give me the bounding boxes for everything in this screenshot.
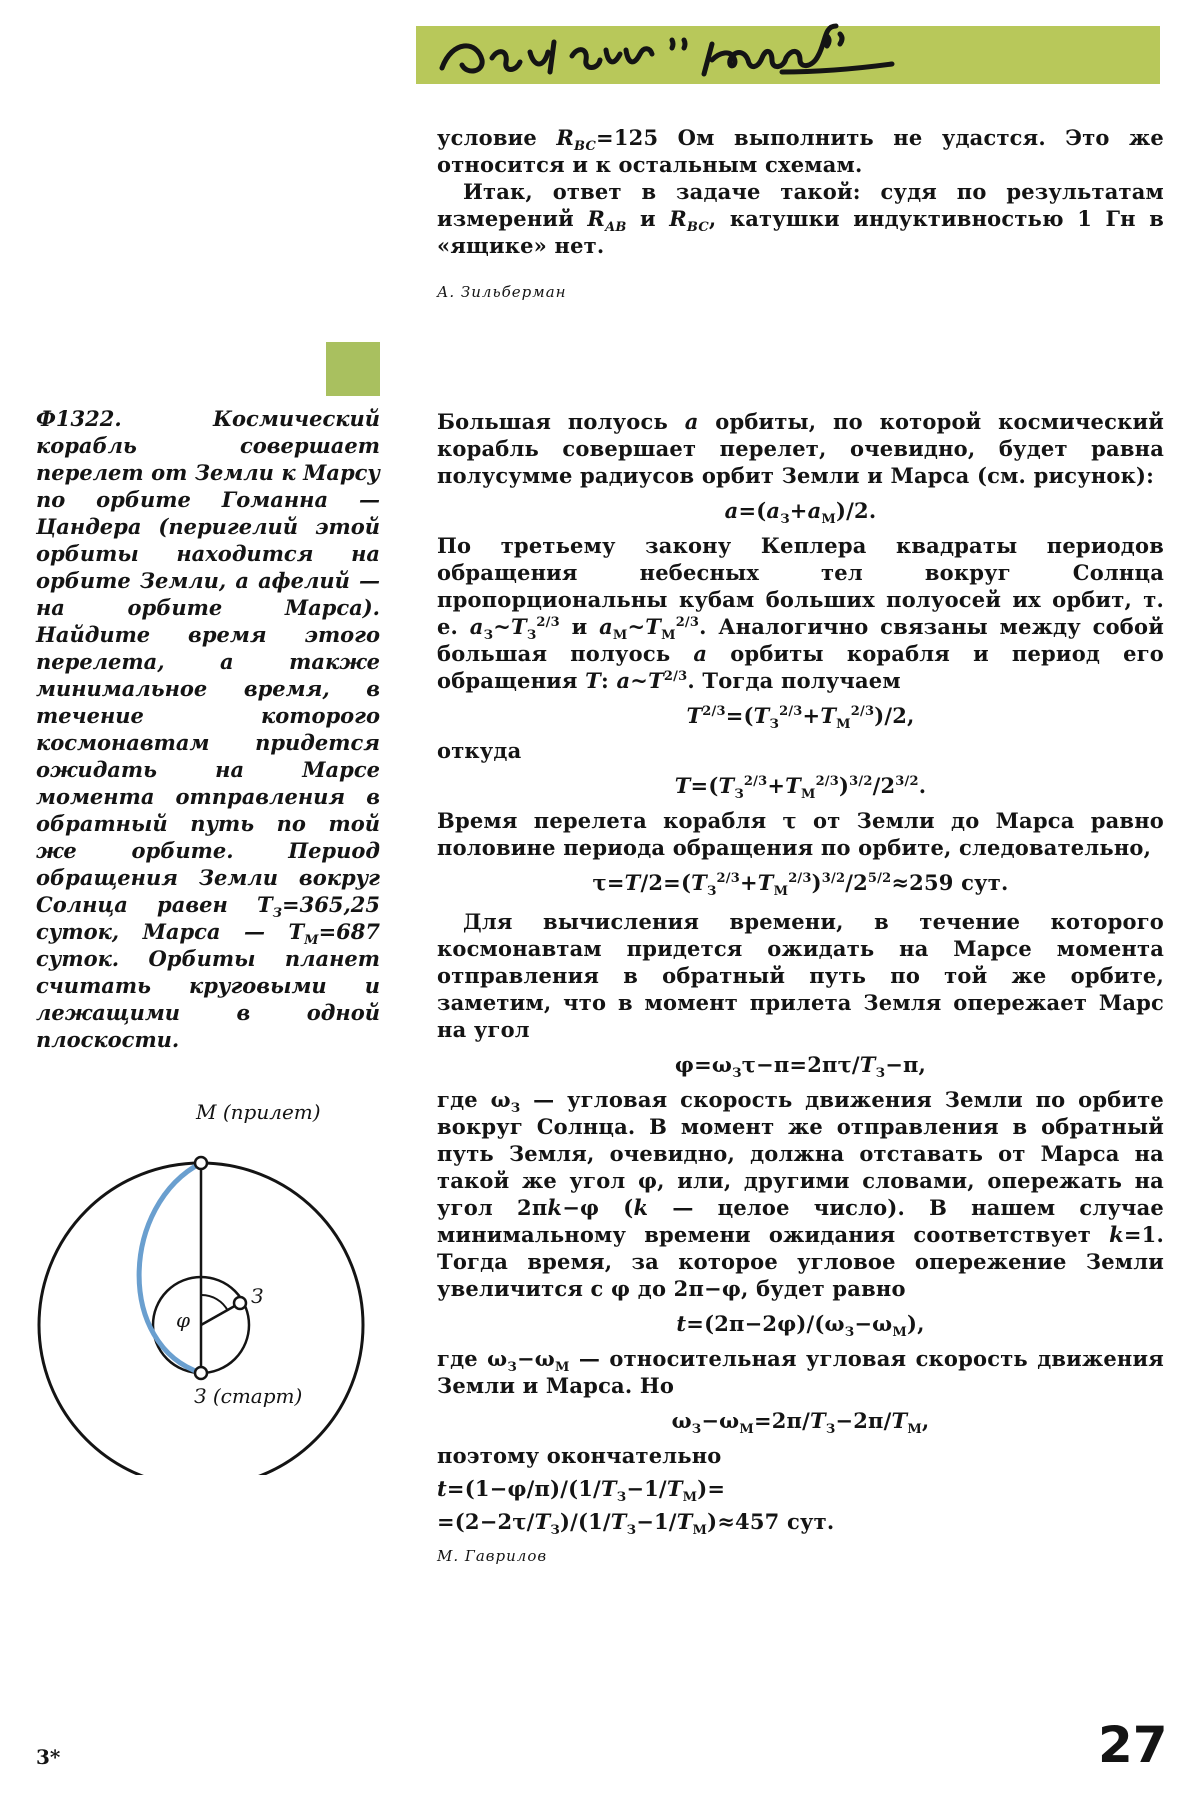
label-phi: φ bbox=[176, 1308, 191, 1332]
solution bbox=[437, 408, 1164, 1570]
solution-para-2: По третьему закону Кеплера квадраты периодов обращения небесных тел вокруг Солнца пропорциональны кубам больших полуосей их орбит, т. е. $a_З\sim T_З^{2/3}$ и $a_М\sim T_М^{2/3}$. Аналогично связаны между собой большая полуось a орбиты корабля и период его обращения T: $a\sim T^{2/3}$. Тогда получаем bbox=[437, 533, 1164, 693]
formula-5: $\varphi=\omega_З\tau-\pi=2\pi\tau/T_З-\pi$, bbox=[674, 1052, 927, 1082]
formula-8a: $t=(1-\varphi/\pi)/(1/T_З-1/T_М)=$ bbox=[437, 1476, 726, 1506]
solution-para-4: Время перелета корабля τ от Земли до Марса равно половине периода обращения по орбите, следовательно, bbox=[437, 808, 1164, 860]
footer-mark: 3* bbox=[36, 1745, 61, 1769]
solution-para-6: где $\omega_З$ — угловая скорость движения Земли по орбите вокруг Солнца. В момент же отправления в обратный путь Земля, очевидно, должна отставать от Марса на такой же угол φ, или, другими словами, опережать на угол 2πk−φ (k — целое число). В нашем случае минимальному времени ожидания соответствует k=1. Тогда время, за которое угловое опережение Земли увеличится с φ до 2π−φ, будет равно bbox=[437, 1087, 1164, 1301]
page-number: 27 bbox=[1098, 1716, 1168, 1774]
earth-point bbox=[234, 1297, 246, 1309]
prev-solution-author: А. Зильберман bbox=[437, 283, 567, 301]
formula-1: $a=(a_З+a_М)/2$. bbox=[724, 498, 877, 528]
formula-2: $T^{2/3}=(T_З^{2/3}+T_М^{2/3})/2$, bbox=[686, 703, 915, 733]
problem-statement: Ф1322. Космический корабль совершает перелет от Земли к Марсу по орбите Гоманна — Цандера (перигелий этой орбиты находится на орбите Земли, а афелий — на орбите Марса). Найдите время этого перелета, а также минимальное время, в течение которого космонавтам придется ожидать на Марсе момента отправления в обратный путь по той же орбите. Период обращения Земли вокруг Солнца равен $T_З=365,25$ суток, Марса — $T_М=687$ суток. Орбиты планет считать круговыми и лежащими в одной плоскости. bbox=[36, 406, 380, 1052]
solution-para-3: откуда bbox=[437, 738, 522, 763]
solution-para-7: где $\omega_З-\omega_М$ — относительная угловая скорость движения Земли и Марса. Но bbox=[437, 1346, 1164, 1398]
header-title-logo bbox=[422, 20, 942, 90]
start-point bbox=[195, 1367, 207, 1379]
problem-number: Ф1322. bbox=[36, 406, 122, 431]
formula-8b: $=(2-2\tau/T_З)/(1/T_З-1/T_М)\approx 457$ сут. bbox=[437, 1509, 835, 1539]
label-earth-start: З (старт) bbox=[194, 1384, 303, 1408]
formula-4: $\tau=T/2=(T_З^{2/3}+T_М^{2/3})^{3/2}/2^{5/2}\approx 259$ сут. bbox=[592, 870, 1009, 900]
formula-3: $T=(T_З^{2/3}+T_М^{2/3})^{3/2}/2^{3/2}$. bbox=[674, 773, 927, 803]
previous-solution bbox=[437, 124, 1164, 306]
prev-solution-para-2: Итак, ответ в задаче такой: судя по результатам измерений $R_{AB}$ и $R_{BC}$, катушки индуктивностью 1 Гн в «ящике» нет. bbox=[437, 179, 1164, 258]
header-band bbox=[416, 26, 1160, 84]
phi-arc bbox=[201, 1295, 228, 1311]
problem-marker bbox=[326, 342, 380, 396]
label-earth: З bbox=[251, 1284, 264, 1308]
mars-point bbox=[195, 1157, 207, 1169]
transfer-orbit bbox=[139, 1163, 201, 1373]
solution-para-8: поэтому окончательно bbox=[437, 1443, 722, 1468]
orbit-diagram bbox=[36, 1095, 376, 1479]
solution-author: М. Гаврилов bbox=[437, 1547, 548, 1565]
label-mars-arrival: М (прилет) bbox=[196, 1100, 321, 1124]
solution-para-5: Для вычисления времени, в течение которого космонавтам придется ожидать на Марсе момента отправления в обратный путь по той же орбите, заметим, что в момент прилета Земля опережает Марс на угол bbox=[437, 909, 1164, 1042]
prev-solution-para-1: условие $R_{BC}=125$ Ом выполнить не удастся. Это же относится и к остальным схемам. bbox=[437, 125, 1164, 177]
formula-7: $\omega_З-\omega_М=2\pi/T_З-2\pi/T_М$, bbox=[671, 1408, 930, 1438]
formula-6: $t=(2\pi-2\varphi)/(\omega_З-\omega_М)$, bbox=[676, 1311, 925, 1341]
solution-para-1: Большая полуось a орбиты, по которой космический корабль совершает перелет, очевидно, будет равна полусумме радиусов орбит Земли и Марса (см. рисунок): bbox=[437, 409, 1164, 488]
